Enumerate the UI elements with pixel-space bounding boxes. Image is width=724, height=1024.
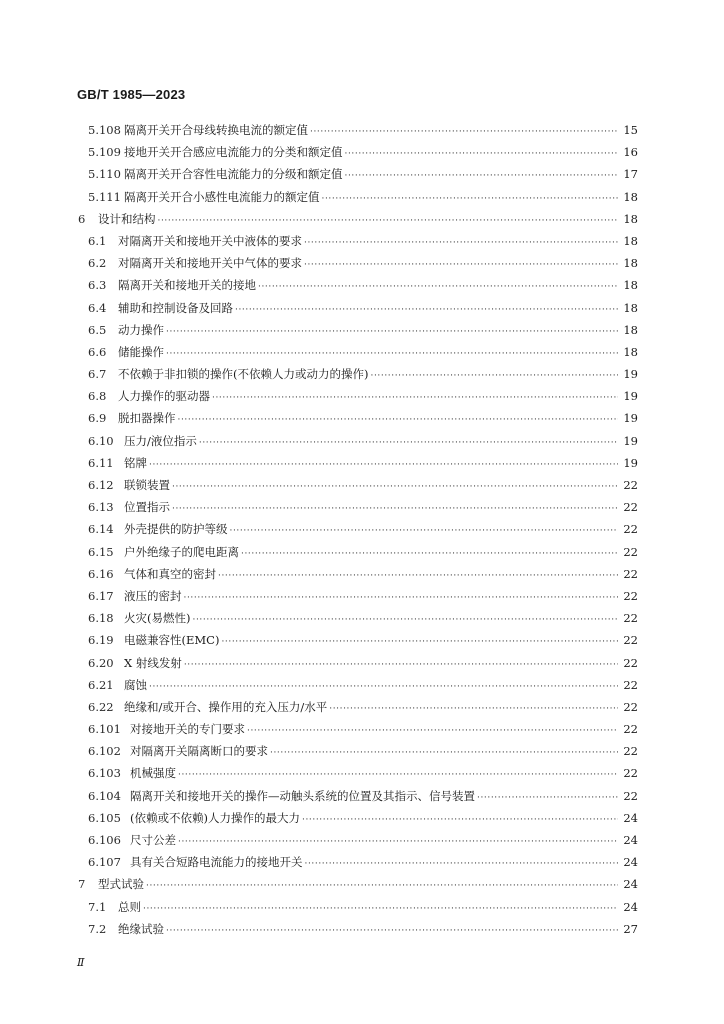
toc-entry[interactable]	[78, 740, 638, 762]
toc-entry[interactable]	[78, 297, 638, 319]
toc-dot-leader	[199, 432, 618, 454]
toc-entry[interactable]	[78, 563, 638, 585]
toc-entry-title: 户外绝缘子的爬电距离	[124, 544, 239, 559]
page-header-standard-code: GB/T 1985—2023	[77, 87, 186, 102]
toc-entry-title: 动力操作	[118, 322, 164, 337]
toc-entry[interactable]	[78, 341, 638, 363]
toc-entry-page: 16	[623, 145, 638, 160]
toc-entry-page: 24	[623, 810, 638, 825]
toc-entry-title: 具有关合短路电流能力的接地开关	[130, 855, 303, 870]
toc-entry[interactable]	[78, 430, 638, 452]
toc-dot-leader	[146, 875, 618, 897]
toc-entry-number: 6.9	[88, 411, 107, 426]
toc-entry-title: 尺寸公差	[130, 833, 176, 847]
toc-entry-page: 19	[623, 455, 638, 470]
toc-entry-title: 外壳提供的防护等级	[124, 522, 228, 537]
toc-entry[interactable]	[78, 208, 638, 230]
toc-entry-number: 6.21	[88, 677, 114, 692]
toc-entry-number: 5.111	[88, 189, 121, 204]
toc-entry-page: 22	[623, 544, 638, 559]
toc-entry-page: 18	[623, 211, 638, 226]
toc-entry[interactable]	[78, 163, 638, 185]
toc-entry[interactable]	[78, 319, 638, 341]
toc-entry-number: 6.106	[88, 833, 121, 847]
toc-entry[interactable]	[78, 629, 638, 651]
toc-entry[interactable]	[78, 718, 638, 740]
toc-entry-title: 位置指示	[124, 500, 170, 515]
toc-entry[interactable]	[78, 851, 638, 873]
toc-entry-title: 绝缘试验	[118, 921, 164, 936]
toc-entry-number: 6.5	[88, 322, 107, 337]
toc-dot-leader	[143, 898, 618, 920]
toc-entry-number: 6.16	[88, 566, 114, 581]
table-of-contents	[78, 119, 638, 940]
toc-entry-page: 22	[623, 744, 638, 759]
toc-entry[interactable]	[78, 829, 638, 851]
toc-entry-title: 对隔离开关隔离断口的要求	[130, 744, 268, 759]
toc-dot-leader	[477, 787, 618, 809]
toc-entry-title: 总则	[118, 899, 141, 914]
toc-entry-title: 隔离开关开合母线转换电流的额定值	[124, 123, 308, 137]
toc-entry-page: 22	[623, 588, 638, 603]
toc-dot-leader	[184, 654, 618, 676]
toc-entry-title: 对隔离开关和接地开关中液体的要求	[118, 233, 302, 248]
toc-entry-page: 19	[623, 389, 638, 404]
toc-entry-title: 隔离开关开合小感性电流能力的额定值	[124, 189, 320, 204]
toc-entry-page: 22	[623, 677, 638, 692]
toc-entry-title: 气体和真空的密封	[124, 566, 216, 581]
toc-entry[interactable]	[78, 363, 638, 385]
toc-dot-leader	[345, 143, 619, 165]
toc-entry-title: 联锁装置	[124, 478, 170, 492]
toc-entry-page: 22	[623, 788, 638, 803]
toc-entry-title: 液压的密封	[124, 588, 182, 603]
toc-entry-page: 15	[623, 123, 638, 137]
toc-entry[interactable]	[78, 541, 638, 563]
toc-entry-page: 22	[623, 766, 638, 781]
page-number-footer: Ⅱ	[77, 957, 85, 969]
toc-entry-number: 6.15	[88, 544, 114, 559]
toc-dot-leader	[149, 454, 618, 476]
toc-entry[interactable]	[78, 230, 638, 252]
toc-dot-leader	[149, 676, 618, 698]
toc-entry-number: 6.103	[88, 766, 121, 781]
toc-entry-page: 22	[623, 655, 638, 670]
toc-entry[interactable]	[78, 807, 638, 829]
toc-entry-page: 24	[623, 833, 638, 847]
toc-entry-title: X 射线发射	[124, 655, 182, 670]
toc-entry-number: 7.2	[88, 921, 107, 936]
toc-entry-number: 6.20	[88, 655, 114, 670]
toc-entry-number: 6.1	[88, 233, 107, 248]
toc-entry-number: 5.108	[88, 123, 121, 137]
toc-entry[interactable]	[78, 918, 638, 940]
toc-entry-page: 17	[623, 167, 638, 182]
toc-entry-page: 22	[623, 633, 638, 648]
toc-entry-page: 27	[623, 921, 638, 936]
toc-entry-title: 压力/液位指示	[124, 433, 197, 448]
toc-entry[interactable]	[78, 652, 638, 674]
toc-entry-number: 6.2	[88, 256, 107, 271]
toc-entry-number: 6.4	[88, 300, 107, 315]
toc-entry-title: 储能操作	[118, 344, 164, 359]
toc-entry-number: 6.6	[88, 344, 107, 359]
toc-entry-number: 6.7	[88, 367, 107, 382]
toc-entry-number: 6.13	[88, 500, 114, 515]
toc-dot-leader	[158, 210, 619, 232]
toc-dot-leader	[212, 387, 618, 409]
toc-entry-title: 隔离开关和接地开关的接地	[118, 278, 256, 293]
toc-entry-number: 7	[78, 877, 86, 892]
toc-entry[interactable]	[78, 141, 638, 163]
toc-entry-title: 对隔离开关和接地开关中气体的要求	[118, 256, 302, 271]
toc-entry-title: 对接地开关的专门要求	[130, 722, 245, 737]
toc-entry-page: 24	[623, 899, 638, 914]
toc-entry-number: 6.107	[88, 855, 121, 870]
toc-entry-page: 19	[623, 411, 638, 426]
toc-entry-page: 18	[623, 233, 638, 248]
toc-entry-number: 6.19	[88, 633, 114, 648]
toc-dot-leader	[178, 764, 618, 786]
toc-dot-leader	[304, 254, 618, 276]
toc-dot-leader	[184, 587, 619, 609]
toc-entry-title: (依赖或不依赖)人力操作的最大力	[130, 810, 300, 825]
toc-entry-number: 6.105	[88, 810, 121, 825]
toc-entry-title: 火灾(易燃性)	[124, 611, 191, 626]
toc-entry[interactable]	[78, 186, 638, 208]
toc-dot-leader	[370, 365, 618, 387]
toc-entry[interactable]	[78, 274, 638, 296]
toc-entry-number: 6.12	[88, 478, 114, 492]
toc-entry[interactable]	[78, 407, 638, 429]
toc-dot-leader	[305, 853, 619, 875]
toc-entry-number: 6.104	[88, 788, 121, 803]
toc-entry-page: 22	[623, 522, 638, 537]
toc-dot-leader	[302, 809, 618, 831]
toc-entry[interactable]	[78, 785, 638, 807]
toc-dot-leader	[172, 498, 618, 520]
toc-dot-leader	[258, 276, 618, 298]
toc-dot-leader	[192, 609, 618, 631]
toc-entry-number: 6.14	[88, 522, 114, 537]
toc-dot-leader	[241, 543, 618, 565]
toc-entry-title: 隔离开关开合容性电流能力的分级和额定值	[124, 167, 343, 182]
toc-entry-page: 18	[623, 322, 638, 337]
toc-dot-leader	[172, 476, 618, 498]
toc-entry-page: 18	[623, 189, 638, 204]
toc-entry-page: 22	[623, 722, 638, 737]
toc-entry-number: 5.109	[88, 145, 121, 160]
toc-entry-number: 6.22	[88, 699, 114, 714]
toc-entry-title: 铭牌	[124, 455, 147, 470]
toc-entry[interactable]	[78, 873, 638, 895]
toc-entry-page: 19	[623, 433, 638, 448]
toc-entry-page: 18	[623, 344, 638, 359]
toc-entry-number: 6	[78, 211, 86, 226]
toc-entry[interactable]	[78, 762, 638, 784]
toc-entry[interactable]	[78, 607, 638, 629]
toc-entry-number: 6.101	[88, 722, 121, 737]
toc-entry-number: 5.110	[88, 167, 121, 182]
toc-entry-title: 型式试验	[98, 877, 144, 892]
toc-entry[interactable]	[78, 896, 638, 918]
toc-entry-number: 6.11	[88, 455, 114, 470]
toc-entry-title: 机械强度	[130, 766, 176, 781]
toc-entry-number: 7.1	[88, 899, 107, 914]
toc-entry-title: 腐蚀	[124, 677, 147, 692]
toc-entry-page: 18	[623, 278, 638, 293]
toc-dot-leader	[310, 121, 618, 143]
toc-dot-leader	[166, 920, 618, 942]
toc-dot-leader	[221, 631, 618, 653]
toc-entry-page: 19	[623, 367, 638, 382]
toc-entry[interactable]	[78, 452, 638, 474]
toc-dot-leader	[178, 831, 618, 853]
toc-entry[interactable]	[78, 696, 638, 718]
toc-dot-leader	[166, 343, 618, 365]
toc-dot-leader	[322, 188, 619, 210]
toc-entry[interactable]	[78, 385, 638, 407]
toc-entry-title: 设计和结构	[98, 211, 156, 226]
toc-dot-leader	[235, 299, 618, 321]
toc-entry-title: 隔离开关和接地开关的操作—动触头系统的位置及其指示、信号装置	[130, 788, 475, 803]
toc-entry-page: 24	[623, 855, 638, 870]
toc-entry-page: 22	[623, 478, 638, 492]
toc-entry[interactable]	[78, 474, 638, 496]
toc-entry-number: 6.3	[88, 278, 107, 293]
toc-dot-leader	[166, 321, 618, 343]
toc-dot-leader	[247, 720, 618, 742]
toc-entry-page: 18	[623, 300, 638, 315]
toc-dot-leader	[230, 520, 619, 542]
toc-entry-page: 22	[623, 611, 638, 626]
toc-entry-page: 24	[623, 877, 638, 892]
toc-entry[interactable]	[78, 585, 638, 607]
toc-entry-title: 脱扣器操作	[118, 411, 176, 426]
toc-entry-title: 绝缘和/或开合、操作用的充入压力/水平	[124, 699, 328, 714]
toc-entry-title: 辅助和控制设备及回路	[118, 300, 233, 315]
toc-dot-leader	[345, 165, 619, 187]
toc-entry-number: 6.102	[88, 744, 121, 759]
toc-dot-leader	[329, 698, 618, 720]
toc-entry-title: 接地开关开合感应电流能力的分类和额定值	[124, 145, 343, 160]
toc-entry-page: 22	[623, 566, 638, 581]
toc-entry-number: 6.18	[88, 611, 114, 626]
toc-entry-title: 不依赖于非扣锁的操作(不依赖人力或动力的操作)	[118, 367, 369, 382]
toc-entry-page: 22	[623, 500, 638, 515]
toc-entry[interactable]	[78, 674, 638, 696]
toc-entry-number: 6.17	[88, 588, 114, 603]
toc-entry[interactable]	[78, 252, 638, 274]
toc-dot-leader	[178, 409, 619, 431]
toc-entry-number: 6.8	[88, 389, 107, 404]
toc-entry[interactable]	[78, 496, 638, 518]
toc-entry-page: 18	[623, 256, 638, 271]
toc-entry-page: 22	[623, 699, 638, 714]
toc-entry[interactable]	[78, 119, 638, 141]
toc-dot-leader	[218, 565, 618, 587]
toc-entry-title: 电磁兼容性(EMC)	[124, 633, 220, 648]
toc-entry-number: 6.10	[88, 433, 114, 448]
toc-dot-leader	[304, 232, 618, 254]
toc-entry[interactable]	[78, 518, 638, 540]
toc-entry-title: 人力操作的驱动器	[118, 389, 210, 404]
toc-dot-leader	[270, 742, 618, 764]
